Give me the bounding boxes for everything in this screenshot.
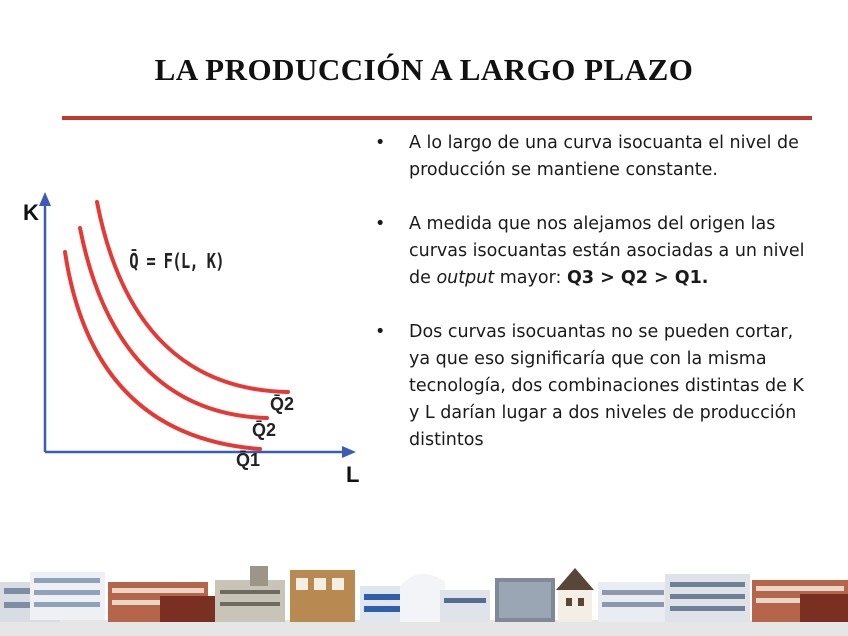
isoquant-curve-3	[97, 202, 288, 392]
bullet-text-bold: Q3 > Q2 > Q1.	[566, 268, 709, 288]
production-function-label: Q̄ = F(L, K)	[129, 250, 224, 274]
curve-label-q2-inner: Q̄2	[252, 420, 277, 440]
x-axis-arrow	[342, 446, 356, 458]
bullet-text: A lo largo de una curva isocuanta el nivel de producción se mantiene constante.	[409, 133, 799, 180]
curve-label-q2-outer: Q̄2	[270, 394, 295, 414]
bullet-dot: •	[375, 133, 386, 153]
y-axis-label: K	[23, 200, 39, 225]
y-axis-arrow	[39, 192, 51, 206]
bullet-dot: •	[375, 322, 386, 342]
bullet-item	[375, 130, 815, 184]
bullet-text-pre: A medida que nos alejamos del origen las curvas isocuantas están asociadas a un nivel de	[409, 214, 805, 288]
slide-title: LA PRODUCCIÓN A LARGO PLAZO	[154, 52, 694, 87]
bullet-text: Dos curvas isocuantas no se pueden cortar, ya que eso significaría que con la misma tecnología, dos combinaciones distintas de K y L darían lugar a dos niveles de producción distintos	[409, 322, 804, 450]
bullet-list	[375, 130, 815, 481]
title-underline	[62, 116, 812, 120]
bullet-item	[375, 211, 815, 292]
bullet-item	[375, 319, 815, 454]
curve-label-q1: Q̄1	[236, 450, 261, 470]
bullet-dot: •	[375, 214, 386, 234]
isoquant-diagram	[20, 190, 370, 490]
bullet-text-mid: mayor:	[494, 268, 567, 288]
bullet-text-emphasis: output	[436, 268, 495, 288]
buildings-footer-illustration	[0, 560, 848, 636]
x-axis-label: L	[346, 462, 360, 487]
